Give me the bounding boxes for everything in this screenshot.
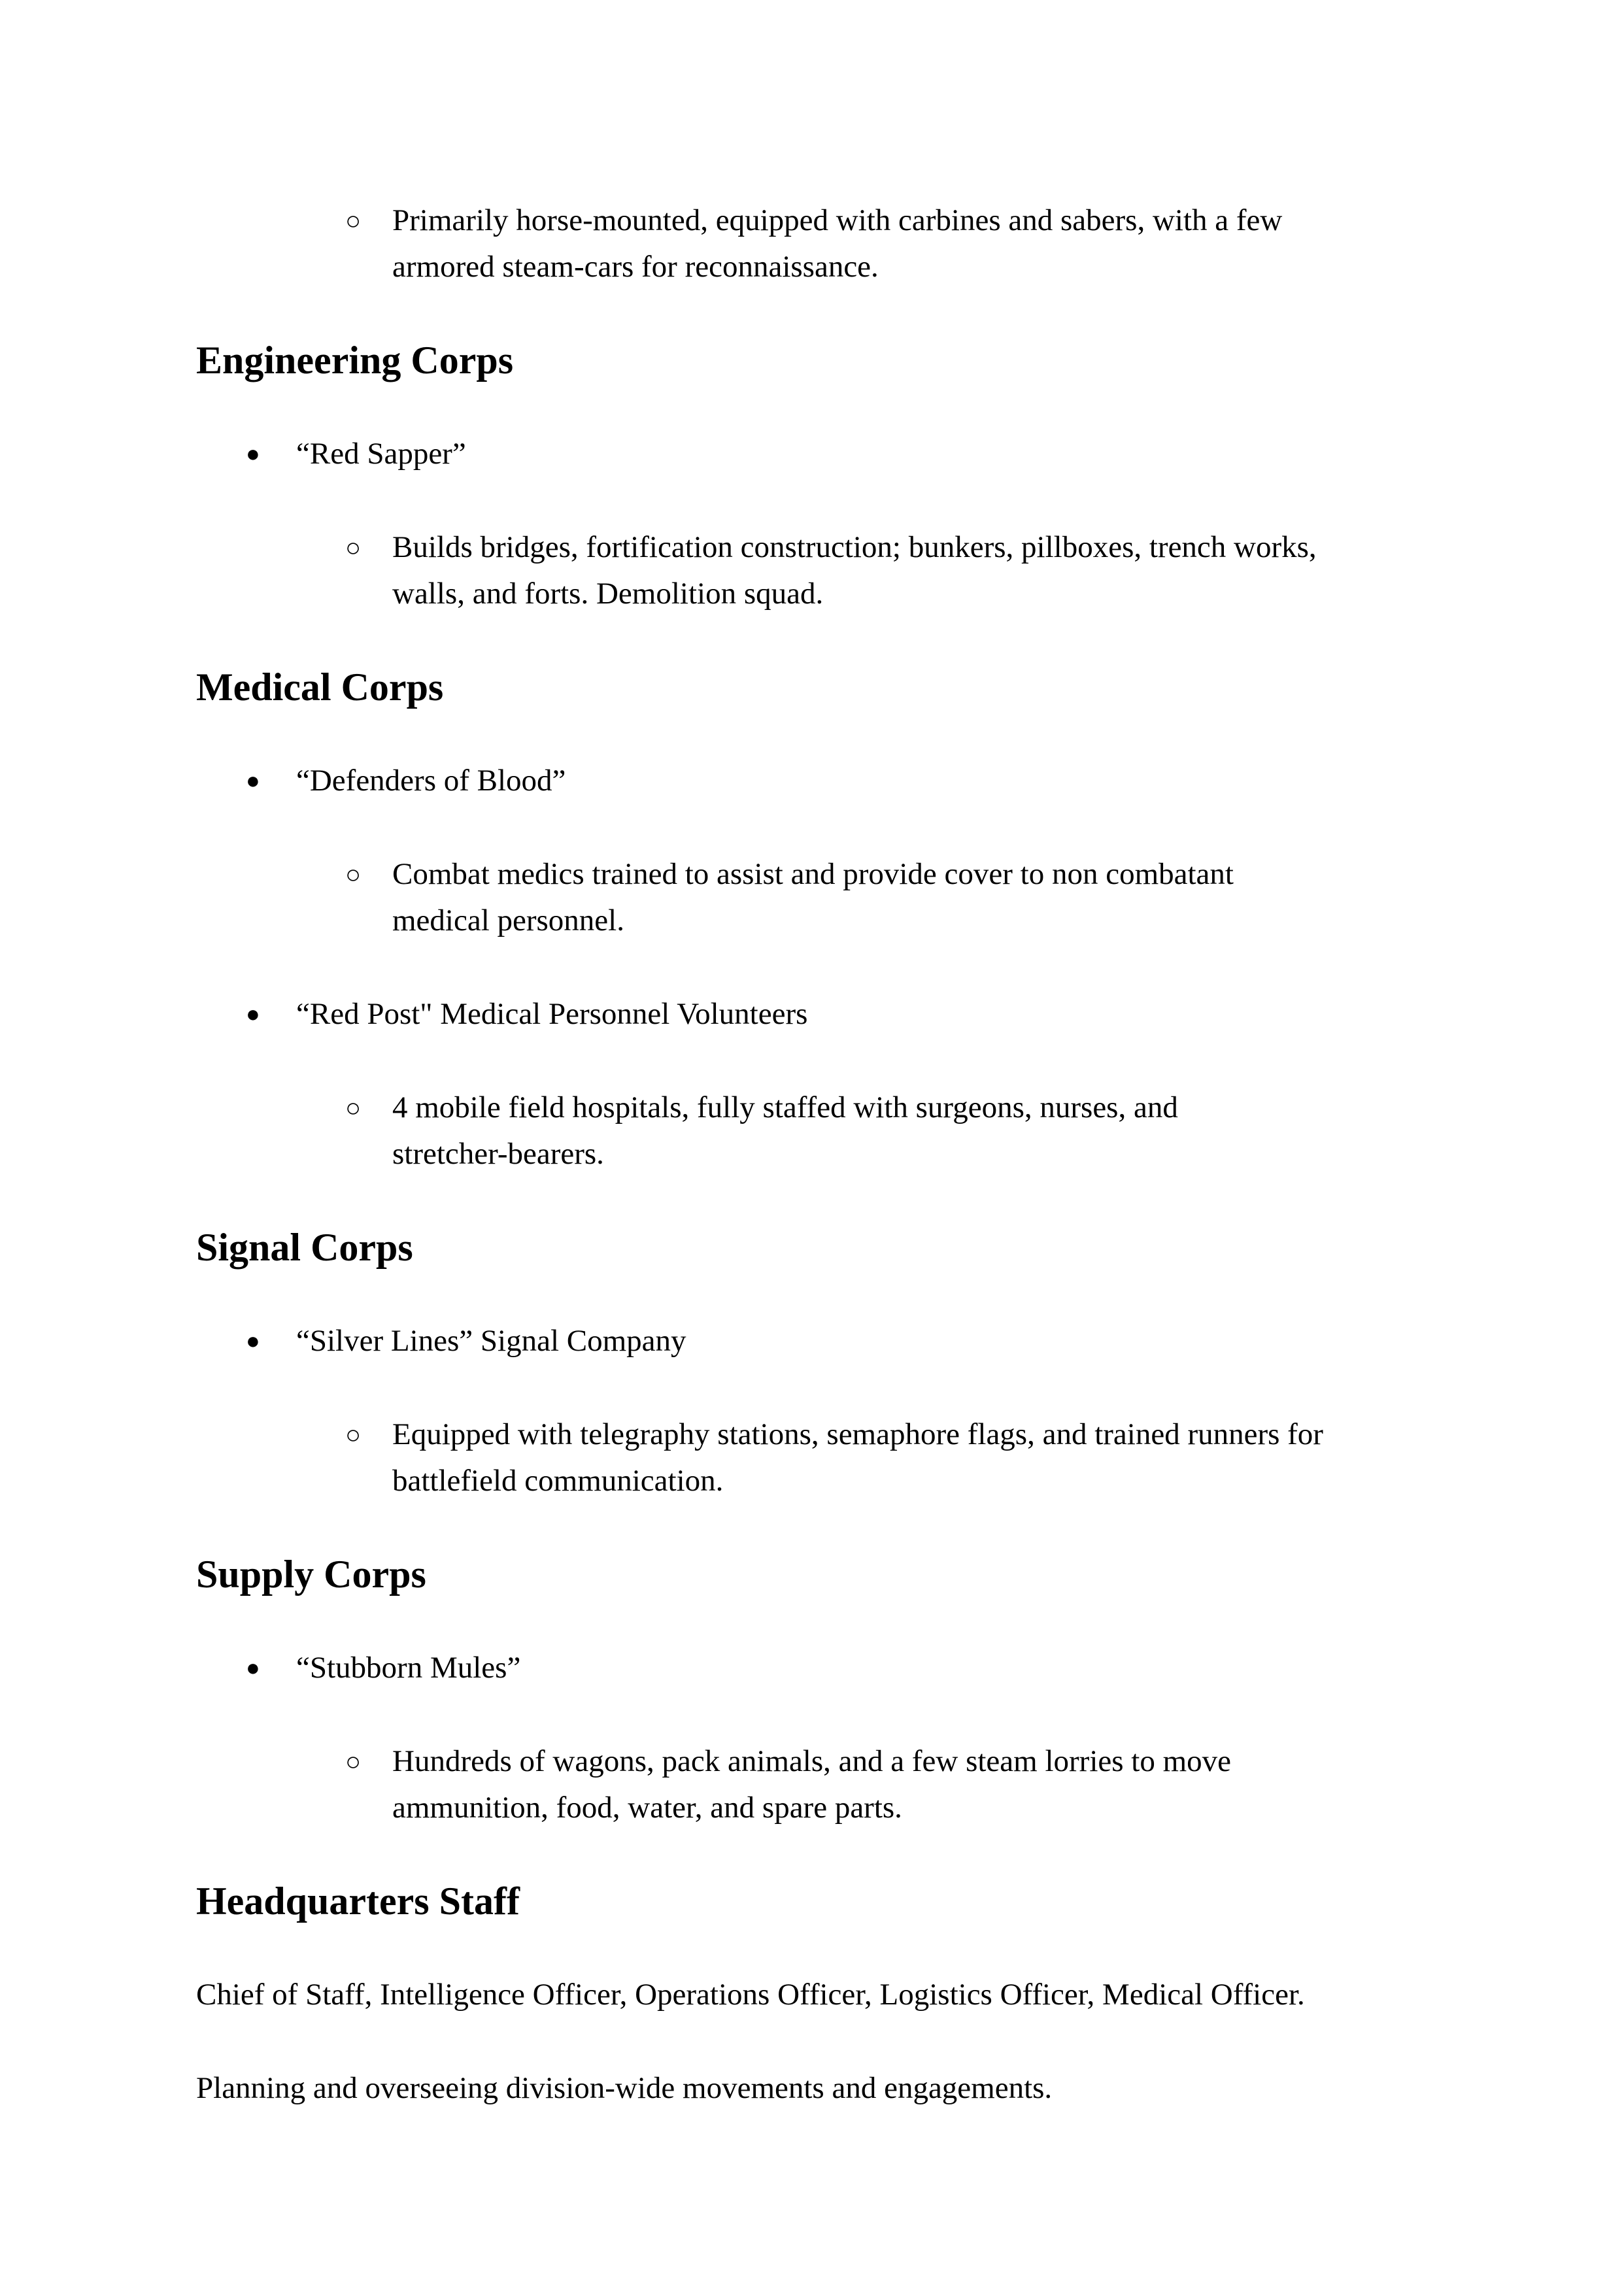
list-item-text: [392, 851, 1234, 944]
section-heading-headquarters-staff: Headquarters Staff: [196, 1880, 520, 1923]
hollow-bullet-icon: ○: [345, 1093, 362, 1122]
text-line: battlefield communication.: [392, 1464, 724, 1498]
text-line: Equipped with telegraphy stations, semaphore flags, and trained runners for: [392, 1417, 1323, 1451]
list-item-text: [392, 1411, 1323, 1504]
list-item: [196, 1411, 1428, 1504]
list-item-text: [392, 1738, 1231, 1831]
list-item: [196, 851, 1428, 944]
list-item: [196, 197, 1428, 290]
filled-bullet-icon: ●: [246, 441, 260, 467]
list-item: [196, 1738, 1428, 1831]
list-item: [196, 431, 1428, 477]
list-item-text: [296, 758, 566, 804]
filled-bullet-icon: ●: [246, 1001, 260, 1027]
filled-bullet-icon: ●: [246, 1328, 260, 1354]
filled-bullet-icon: ●: [246, 1655, 260, 1681]
list-item-text: [392, 197, 1282, 290]
text-line: “Silver Lines” Signal Company: [296, 1324, 686, 1358]
body-paragraph: [196, 2065, 1428, 2112]
section-heading-medical-corps: Medical Corps: [196, 666, 444, 709]
list-item-text: [296, 991, 807, 1037]
list-item: [196, 1318, 1428, 1364]
text-line: Primarily horse-mounted, equipped with carbines and sabers, with a few: [392, 203, 1283, 237]
text-line: “Red Post" Medical Personnel Volunteers: [296, 997, 808, 1031]
text-line: “Stubborn Mules”: [296, 1651, 521, 1685]
section-heading-engineering-corps: Engineering Corps: [196, 339, 514, 382]
section-heading-signal-corps: Signal Corps: [196, 1226, 413, 1269]
list-item-text: [296, 431, 466, 477]
hollow-bullet-icon: ○: [345, 533, 362, 562]
text-line: medical personnel.: [392, 903, 624, 937]
text-line: Builds bridges, fortification construction; bunkers, pillboxes, trench works,: [392, 530, 1317, 564]
list-item: [196, 524, 1428, 617]
text-line: Planning and overseeing division-wide movements and engagements.: [196, 2071, 1053, 2105]
body-paragraph: [196, 1972, 1428, 2018]
document-content: [196, 197, 1428, 2159]
hollow-bullet-icon: ○: [345, 1747, 362, 1776]
text-line: walls, and forts. Demolition squad.: [392, 577, 824, 611]
list-item: [196, 758, 1428, 804]
hollow-bullet-icon: ○: [345, 206, 362, 235]
list-item: [196, 1085, 1428, 1177]
text-line: Hundreds of wagons, pack animals, and a few steam lorries to move: [392, 1744, 1231, 1778]
hollow-bullet-icon: ○: [345, 860, 362, 889]
text-line: “Red Sapper”: [296, 437, 466, 471]
list-item: [196, 991, 1428, 1037]
list-item-text: [392, 1085, 1178, 1177]
text-line: stretcher-bearers.: [392, 1137, 604, 1171]
text-line: Chief of Staff, Intelligence Officer, Operations Officer, Logistics Officer, Medical Officer.: [196, 1978, 1305, 2012]
list-item-text: [296, 1645, 520, 1691]
list-item-text: [392, 524, 1317, 617]
text-line: 4 mobile field hospitals, fully staffed with surgeons, nurses, and: [392, 1090, 1178, 1124]
filled-bullet-icon: ●: [246, 767, 260, 794]
text-line: “Defenders of Blood”: [296, 764, 566, 798]
list-item-text: [296, 1318, 686, 1364]
text-line: armored steam-cars for reconnaissance.: [392, 250, 879, 284]
hollow-bullet-icon: ○: [345, 1420, 362, 1449]
list-item: [196, 1645, 1428, 1691]
text-line: Combat medics trained to assist and provide cover to non combatant: [392, 857, 1234, 891]
text-line: ammunition, food, water, and spare parts.: [392, 1791, 902, 1825]
section-heading-supply-corps: Supply Corps: [196, 1553, 426, 1596]
